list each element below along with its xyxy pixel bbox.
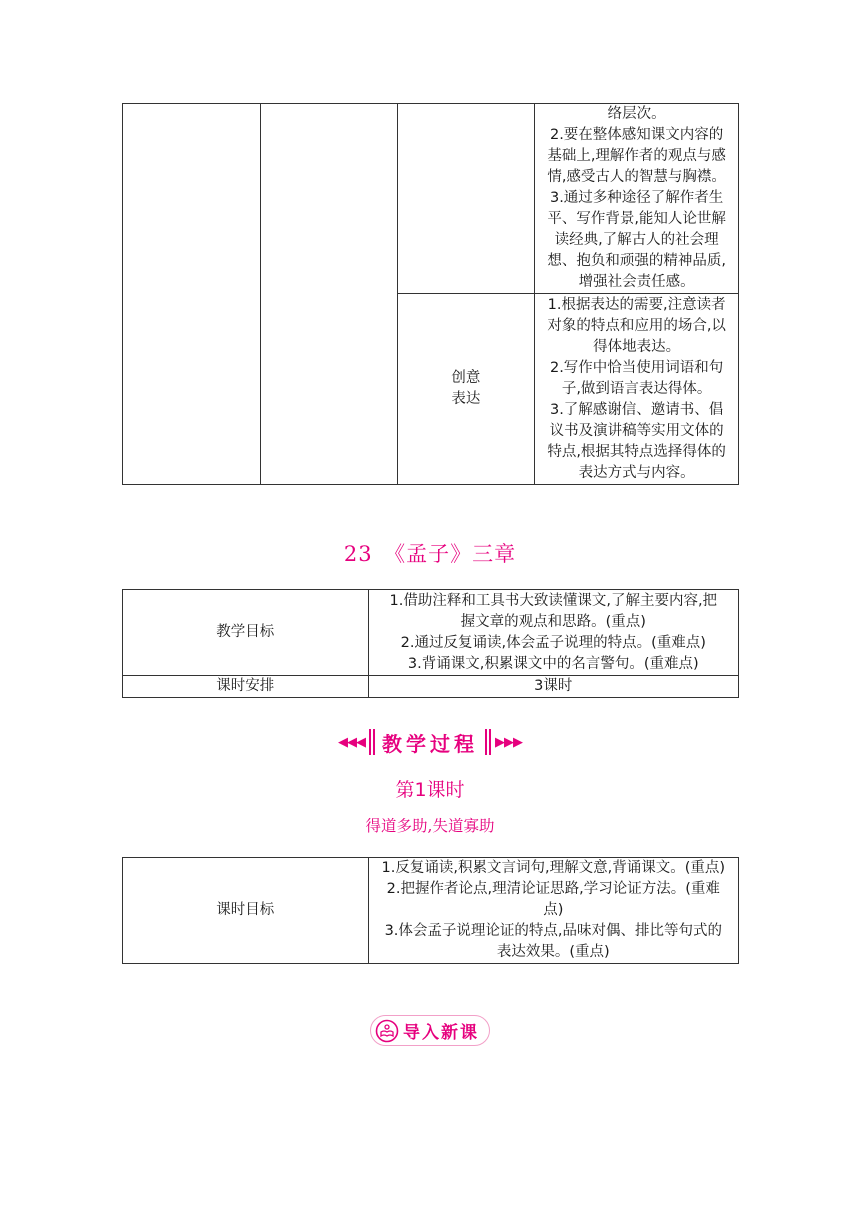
line: 1.根据表达的需要,注意读者 [547,296,726,313]
period-goals-content [368,858,738,964]
line: 3.体会孟子说理论证的特点,品味对偶、排比等句式的 [384,923,723,939]
line: 平、写作背景,能知人论世解 [547,211,726,227]
line: 表达效果。(重点) [496,944,610,960]
line: 1.反复诵读,积累文言词句,理解文意,背诵课文。(重点) [381,860,726,876]
teaching-goals-content [368,590,738,676]
left-arrows-icon: ◀◀◀ [338,734,365,750]
goal-cell-reading [535,104,739,294]
teaching-process-banner [0,727,860,757]
line: 子,做到语言表达得体。 [561,380,712,397]
line: 读经典,了解古人的社会理 [554,232,719,248]
line: 3.了解感谢信、邀请书、倡 [549,401,724,418]
schedule-value: 3课时 [368,676,738,698]
line: 2.通过反复诵读,体会孟子说理的特点。(重难点) [400,634,706,651]
line: 3.通过多种途径了解作者生 [549,190,724,206]
text-title: 得道多助,失道寡助 [365,817,495,835]
line: 握文章的观点和思路。(重点) [460,613,646,630]
empty-cell-col3 [397,104,535,294]
line: 表达方式与内容。 [578,464,695,481]
line: 络层次。 [607,106,666,122]
lesson-title: 23 《孟子》三章 [343,542,517,566]
divider [485,729,487,755]
line: 点) [543,902,564,918]
line: 增强社会责任感。 [578,274,695,290]
divider [489,729,491,755]
line: 议书及演讲稿等实用文体的 [549,422,724,439]
period-goals-label: 课时目标 [123,858,369,964]
divider [373,729,375,755]
line: 对象的特点和应用的场合,以 [547,317,726,334]
period-title: 第1课时 [395,779,465,801]
banner-title: 教学过程 [382,731,478,756]
line: 2.把握作者论点,理清论证思路,学习论证方法。(重难 [386,881,720,897]
intro-new-lesson-button[interactable] [370,1015,490,1046]
right-arrows-icon: ▶▶▶ [495,734,522,750]
teaching-goals-label: 教学目标 [123,590,369,676]
creative-expression-label: 创意 表达 [397,294,535,485]
line: 2.写作中恰当使用词语和句 [549,359,724,376]
line: 1.借助注释和工具书大致读懂课文,了解主要内容,把 [389,592,718,609]
empty-cell-col1 [123,104,261,485]
divider [369,729,371,755]
period-goals-table [122,857,739,964]
empty-cell-col2 [260,104,397,485]
book-icon [375,1019,399,1043]
line: 3.背诵课文,积累课文中的名言警句。(重难点) [407,655,699,672]
line: 基础上,理解作者的观点与感 [547,148,726,164]
line: 情,感受古人的智慧与胸襟。 [547,169,726,185]
curriculum-table-continued [122,103,739,485]
line: 想、抱负和顽强的精神品质, [547,253,726,269]
line: 2.要在整体感知课文内容的 [549,127,724,143]
intro-new-lesson-label: 导入新课 [403,1023,479,1043]
goal-cell-expression [535,294,739,485]
line: 得体地表达。 [593,338,681,355]
schedule-label: 课时安排 [123,676,369,698]
line: 特点,根据其特点选择得体的 [547,443,726,460]
teaching-goals-table [122,589,739,698]
